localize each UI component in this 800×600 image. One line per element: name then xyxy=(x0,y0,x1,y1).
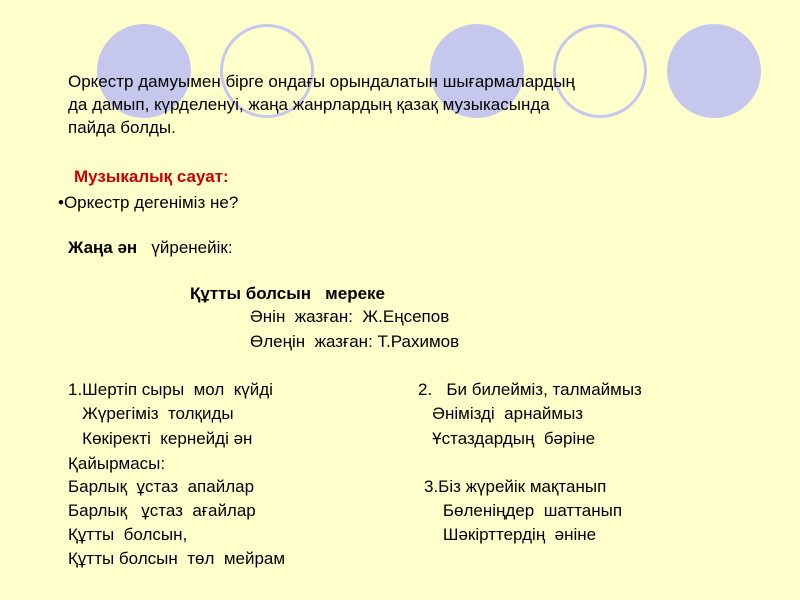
left-verse-line: Барлық ұстаз апайлар xyxy=(68,477,255,496)
intro-line: да дамып, күрделенуі, жаңа жанрлардың қазақ музыкасында xyxy=(68,95,550,114)
new-song-heading: Жаңа ән xyxy=(68,238,138,257)
right-verse-line: 2. Би билейміз, талмаймыз xyxy=(418,380,642,399)
left-verse-line: Құтты болсын төл мейрам xyxy=(68,549,286,568)
question-bullet: •Оркестр дегеніміз не? xyxy=(58,193,239,212)
left-verse-line: Құтты болсын, xyxy=(68,525,188,544)
new-song-line xyxy=(68,238,233,258)
intro-paragraph xyxy=(68,70,575,139)
right-verse-line: Шәкірттердің әніне xyxy=(424,525,597,544)
left-verse-line: 1.Шертіп сыры мол күйді xyxy=(68,380,273,399)
right-verse-line: Ұстаздардың бәріне xyxy=(418,429,596,448)
right-verse-line: 3.Біз жүрейік мақтанып xyxy=(424,477,607,496)
left-verse-line: Көкіректі кернейді ән xyxy=(68,429,253,448)
decor-circle-5 xyxy=(667,24,761,118)
right-verse-line: Бөленіңдер шаттанып xyxy=(424,501,623,520)
song-lyrics-credit: Өлеңін жазған: Т.Рахимов xyxy=(250,332,460,351)
left-verse-line: Жүрегіміз толқиды xyxy=(68,404,234,423)
song-music-credit: Әнін жазған: Ж.Еңсепов xyxy=(250,307,450,326)
left-verse-line: Барлық ұстаз ағайлар xyxy=(68,501,256,520)
new-song-rest: үйренейік: xyxy=(137,238,233,257)
section-title: Музыкалық сауат: xyxy=(74,167,229,186)
right-verse-line: Әнімізді арнаймыз xyxy=(418,404,584,423)
chorus-label: Қайырмасы: xyxy=(68,454,166,473)
intro-line: пайда болды. xyxy=(68,118,176,137)
intro-line: Оркестр дамуымен бірге ондағы орындалатын шығармалардың xyxy=(68,72,575,91)
song-title: Құтты болсын мереке xyxy=(190,284,386,303)
